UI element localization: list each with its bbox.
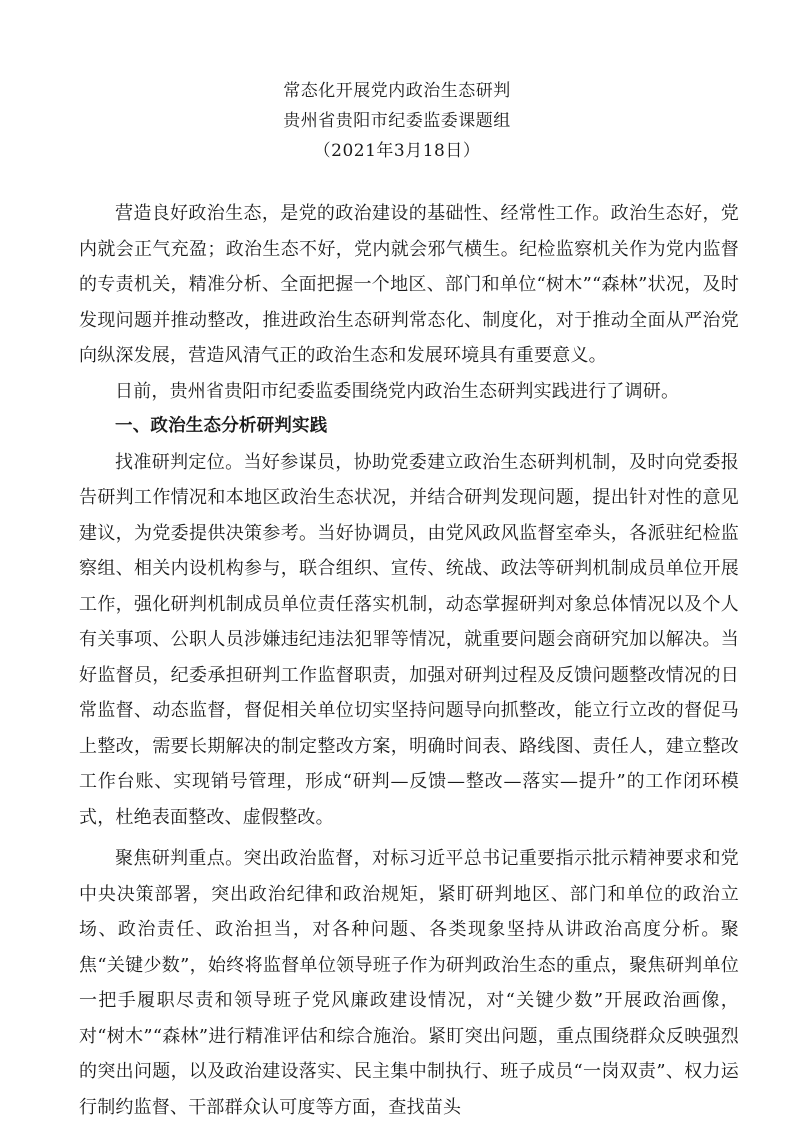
document-body: [79, 196, 739, 1125]
document-date: （2021年3月18日）: [313, 141, 481, 161]
section-heading-1: 一、政治生态分析研判实践: [115, 416, 328, 436]
paragraph-research-note: 日前，贵州省贵阳市纪委监委围绕党内政治生态研判实践进行了调研。: [115, 380, 680, 402]
document-header: [0, 76, 794, 166]
document-title: 常态化开展党内政治生态研判: [283, 81, 511, 101]
paragraph-positioning: 找准研判定位。当好参谋员，协助党委建立政治生态研判机制，及时向党委报告研判工作情况和本地区政治生态状况，并结合研判发现问题，提出针对性的意见建议，为党委提供决策参考。当好协调员，由党风政风监督室牵头，各派驻纪检监察组、相关内设机构参与，联合组织、宣传、统战、政法等研判机制成员单位开展工作，强化研判机制成员单位责任落实机制，动态掌握研判对象总体情况以及个人有关事项、公职人员涉嫌违纪违法犯罪等情况，就重要问题会商研究加以解决。当好监督员，纪委承担研判工作监督职责，加强对研判过程及反馈问题整改情况的日常监督、动态监督，督促相关单位切实坚持问题导向抓整改，能立行立改的督促马上整改，需要长期解决的制定整改方案，明确时间表、路线图、责任人，建立整改工作台账、实现销号管理，形成“研判—反馈—整改—落实—提升”的工作闭环模式，杜绝表面整改、虚假整改。: [79, 451, 739, 828]
paragraph-intro: 营造良好政治生态，是党的政治建设的基础性、经常性工作。政治生态好，党内就会正气充盈；政治生态不好，党内就会邪气横生。纪检监察机关作为党内监督的专责机关，精准分析、全面把握一个地区、部门和单位“树木”“森林”状况，及时发现问题并推动整改，推进政治生态研判常态化、制度化，对于推动全面从严治党向纵深发展，营造风清气正的政治生态和发展环境具有重要意义。: [79, 203, 739, 366]
document-author: 贵州省贵阳市纪委监委课题组: [283, 111, 511, 131]
paragraph-focus: 聚焦研判重点。突出政治监督，对标习近平总书记重要指示批示精神要求和党中央决策部署，突出政治纪律和政治规矩，紧盯研判地区、部门和单位的政治立场、政治责任、政治担当，对各种问题、各类现象坚持从讲政治高度分析。聚焦“关键少数”，始终将监督单位领导班子作为研判政治生态的重点，聚焦研判单位一把手履职尽责和领导班子党风廉政建设情况，对“关键少数”开展政治画像，对“树木”“森林”进行精准评估和综合施治。紧盯突出问题，重点围绕群众反映强烈的突出问题，以及政治建设落实、民主集中制执行、班子成员“一岗双责”、权力运行制约监督、干部群众认可度等方面，查找苗头: [79, 848, 739, 1118]
